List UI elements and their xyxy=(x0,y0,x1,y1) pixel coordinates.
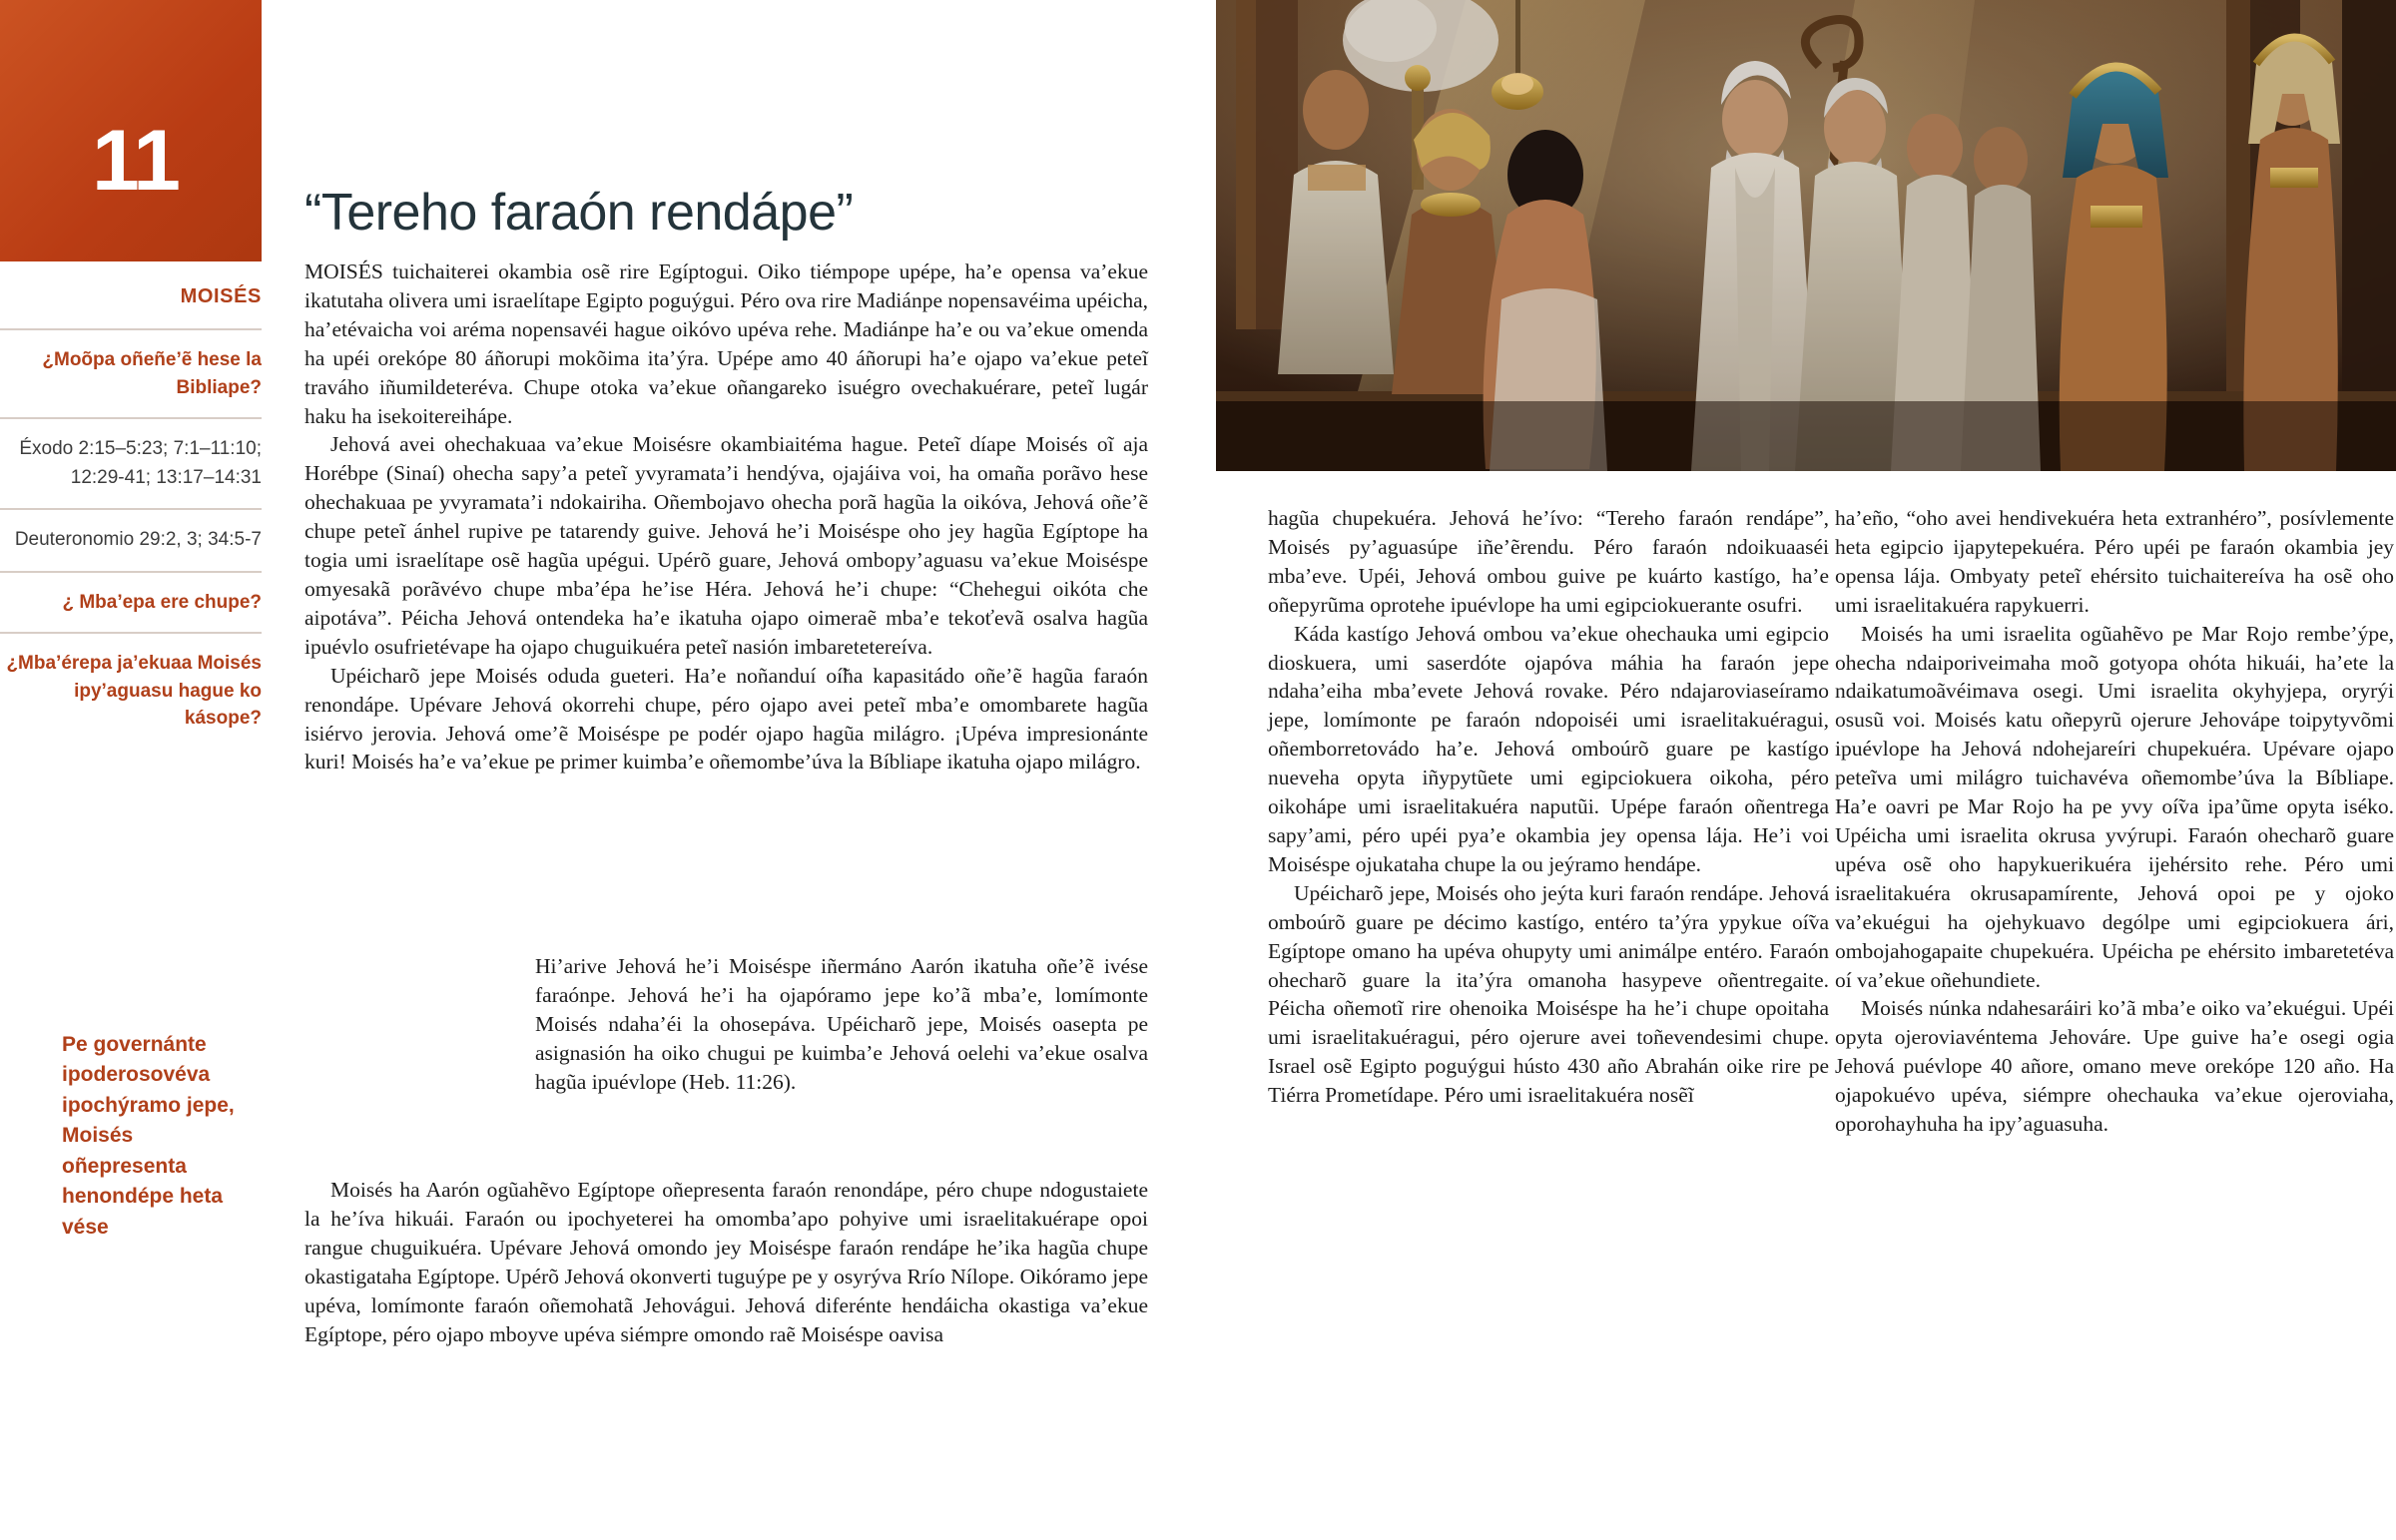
body-column-right xyxy=(1835,504,2394,1139)
sidebar-reference-2: Deuteronomio 29:2, 3; 34:5-7 xyxy=(14,529,262,551)
chapter-number: 11 xyxy=(92,113,179,209)
paragraph: hagũa chupekuéra. Jehová he’ívo: “Tereho faraón rendápe”, Moisés py’aguasúpe iñe’ẽrendu. Péro faraón ndoikuaaséi mba’eve. Upéi, Jehová ombou guive pe kuárto kastígo, ha’e oñepyrũma oprotehe ipuévlope ha umi egipciokuerante osufri. xyxy=(1268,506,1829,617)
body-column-middle xyxy=(1268,504,1829,1110)
sidebar xyxy=(0,0,262,1540)
body-column-intro-top xyxy=(304,257,1148,776)
moses-aaron-before-pharaoh-illustration xyxy=(1216,0,2396,471)
body-column-intro-wrapped xyxy=(535,952,1148,1097)
paragraph: MOISÉS tuichaiterei okambia osẽ rire Egíptogui. Oiko tiémpope upépe, ha’e opensa va’ekue ikatutaha olivera umi israelítape Egipto poguýgui. Péro ova rire Madiánpe nopensavéima upéicha, ha’etévaicha voi aréma nopensavéi hague oikóvo upéva rehe. Madiánpe ha’e ou va’ekue omenda ha upéi orekópe 80 áñorupi mokõima ita’ýra. Upépe amo 40 áñorupi ha’e ojapo va’ekue peteĩ traváho iñumildeteréva. Chupe otoka va’ekue oñangareko isuégro ovechakuérare, peteĩ lugár haku ha isekoitereihápe. xyxy=(304,259,1148,428)
illustration-artwork xyxy=(1216,0,2396,471)
pull-quote: Pe governánte ipoderosovéva ipochýramo jepe, Moisés oñepresenta henondépe heta vése xyxy=(62,1033,235,1239)
paragraph: Hi’arive Jehová he’i Moiséspe iñermáno Aarón ikatuha oñe’ẽ ivése faraónpe. Jehová he’i ha ojapóramo jepe ko’ã mba’e, lomímonte Moisés ndaha’éi la ohosepáva. Upéicharõ jepe, Moisés oasepta pe asignasión ha oiko chugui pe kuimba’e Jehová oelehi va’ekue osalva hagũa ipuévlope (Heb. 11:26). xyxy=(535,954,1148,1094)
paragraph: Moisés ha Aarón ogũahẽvo Egíptope oñepresenta faraón renondápe, péro chupe ndogustaiete la he’íva hikuái. Faraón ou ipochyeterei ha omomba’apo pohyive umi israelitakuérape opoi rangue chuguikuéra. Upévare Jehová omondo jey Moiséspe faraón rendápe he’ika hagũa chupe okastigataha Egíptope. Upérõ Jehová okonverti tuguýpe pe y osyrýva Rrío Nílope. Oikóramo jepe upéva, lomímonte faraón oñemohatã Jehovágui. Jehová diferénte hendáicha okastiga va’ekue Egíptope, péro ojapo mboyve upéva siémpre omondo raẽ Moiséspe oavisa xyxy=(304,1178,1148,1346)
paragraph: Upéicharõ jepe Moisés oduda gueteri. Ha’e noñanduí oí̃ha kapasitádo oñe’ẽ hagũa faraón renondápe. Upévare Jehová okorrehi chupe, péro ojapo avei peteĩ mba’e omombarete hagũa isiérvo jerovia. Jehová ome’ẽ Moiséspe pe podér ojapo hagũa milágro. ¡Upéva impresionánte kuri! Moisés ha’e va’ekue pe primer kuimba’e oñemombe’úva la Bíbliape ikatuha ojapo milágro. xyxy=(304,663,1148,774)
paragraph: Upéicharõ jepe, Moisés oho jeýta kuri faraón rendápe. Jehová omboúrõ guare pe décimo kastígo, entéro ta’ýra ypykue oí̃va Egíptope omano ha upéva ohupyty umi animálpe entéro. Faraón ohecharõ guare la ita’ýra omanoha hasypeve oñentregaite. Péicha oñemotĩ rire ohenoika Moiséspe ha he’i chupe opoitaha umi israelitakuéragui, péro ojerure avei toñevendesimi chupe. Israel osẽ Egipto poguýgui hústo 430 año Abrahán oike rire pe Tiérra Prometídape. Péro umi israelitakuéra nosẽĩ xyxy=(1268,880,1829,1108)
paragraph: Moisés núnka ndahesaráiri ko’ã mba’e oiko va’ekuégui. Upéi opyta ojeroviavéntema Jehováre. Upe guive ha’e osegi ogia Jehová puévlope 40 añore, omano meve orekópe 120 año. Ha ojapokuévo upéva, siémpre ohechauka va’ekue ojeroviaha, oporohayhuha ha ipy’aguasuha. xyxy=(1835,996,2394,1137)
paragraph: Káda kastígo Jehová ombou va’ekue ohechauka umi egipcio dioskuera, umi saserdóte ojapóva máhia ha faraón jepe ndaha’eiha mba’evete Jehová rovake. Péro ndajaroviaseíramo jepe, lomímonte pe faraón ndopoiséi umi israelitakuéragui, oñemborretovádo ha’e. Jehová omboúrõ guare pe kastígo nueveha opyta iñypytũete umi egipciokuera oikoha, péro oikohápe umi israelitakuéra naputũi. Upépe faraón oñentrega sapy’ami, péro upéi pya’e okambia jey opensa lája. He’i voi Moiséspe ojukataha chupe la ou jeýramo hendápe. xyxy=(1268,621,1829,876)
page-title: “Tereho faraón rendápe” xyxy=(304,183,854,242)
paragraph: ha’eño, “oho avei hendivekuéra heta extranhéro”, posívlemente heta egipcio ijapytepekuéra. Péro upéi pe faraón okambia jey opensa lája. Ombyaty peteĩ ehérsito tuichaitereíva ha osẽ oho umi israelitakuéra rapykuerri. xyxy=(1835,506,2394,617)
sidebar-meta xyxy=(0,261,262,749)
sidebar-reference-1: Éxodo 2:15–5:23; 7:1–11:10; 12:29-41; 13:17–14:31 xyxy=(19,438,262,488)
sidebar-question-3: ¿Mba’érepa ja’ekuaa Moisés ipy’aguasu hague ko kásope? xyxy=(6,653,262,730)
sidebar-question-2: ¿ Mba’epa ere chupe? xyxy=(62,591,262,613)
body-column-intro-bottom xyxy=(304,1176,1148,1348)
paragraph: Jehová avei ohechakuaa va’ekue Moisésre okambiaitéma hague. Peteĩ díape Moisés oĩ aja Horébpe (Sinaí) ohecha sapy’a peteĩ yvyramata’i hendýva, ojajáiva voi, ha omaña porãvo hese ohechakuaa pe yvyramata’i ndokairiha. Oñembojavo ohecha porã hagũa la oikóva, Jehová oñe’ẽ chupe peteĩ ánhel rupive pe tatarendy guive. Jehová he’i Moiséspe oho jey hagũa Egíptope ha togia umi israelítape osẽ hagũa upégui. Upérõ guare, Jehová ombopy’aguasu va’ekue Moiséspe omyesakã porãvévo chupe mba’épa he’ise Héra. Jehová he’i chupe: “Chehegui oikóta che aipotáva”. Péicha Jehová ontendeka ha’e ikatuha ojapo oimeraẽ mba’e tekoťevã osalva hagũa ipuévlo osufrietévape ha ojapo chuguikuéra peteĩ nasión imbaretetereíva. xyxy=(304,432,1148,659)
sidebar-subject-label: MOISÉS xyxy=(180,285,262,307)
paragraph: Moisés ha umi israelita ogũahẽvo pe Mar Rojo rembe’ýpe, ohecha ndaiporiveimaha moõ gotyopa ohóta hikuái, ha’ete la ndaikatumoãvéimava osegi. Umi israelita okyhyjepa, oryrýi osusũ voi. Moisés katu oñepyrũ ojerure Jehovápe toipytyvõmi ipuévlope ha Jehová ndohejareíri chupekuéra. Upévare ojapo peteĩva umi milágro tuichavéva oñemombe’úva la Bíbliape. Ha’e oavri pe Mar Rojo ha pe yvy oí̃va ipa’ũme opyta iséko. Upéicha umi israelita okrusa yvýrupi. Faraón ohecharõ guare upéva osẽ oho hapykuerikuéra ijehérsito rehe. Péro umi israelitakuéra okrusapamírente, Jehová opoi pe y ojoko va’ekuégui ha ojehykuavo dególpe umi egipciokuera ári, ombojahogapaite chupekuéra. Upéicha pe ehérsito imbaretetéva oí va’ekue oñehundiete. xyxy=(1835,621,2394,992)
chapter-number-block xyxy=(0,0,262,261)
sidebar-question-1: ¿Moõpa oñeñe’ẽ hese la Bibliape? xyxy=(42,349,262,398)
